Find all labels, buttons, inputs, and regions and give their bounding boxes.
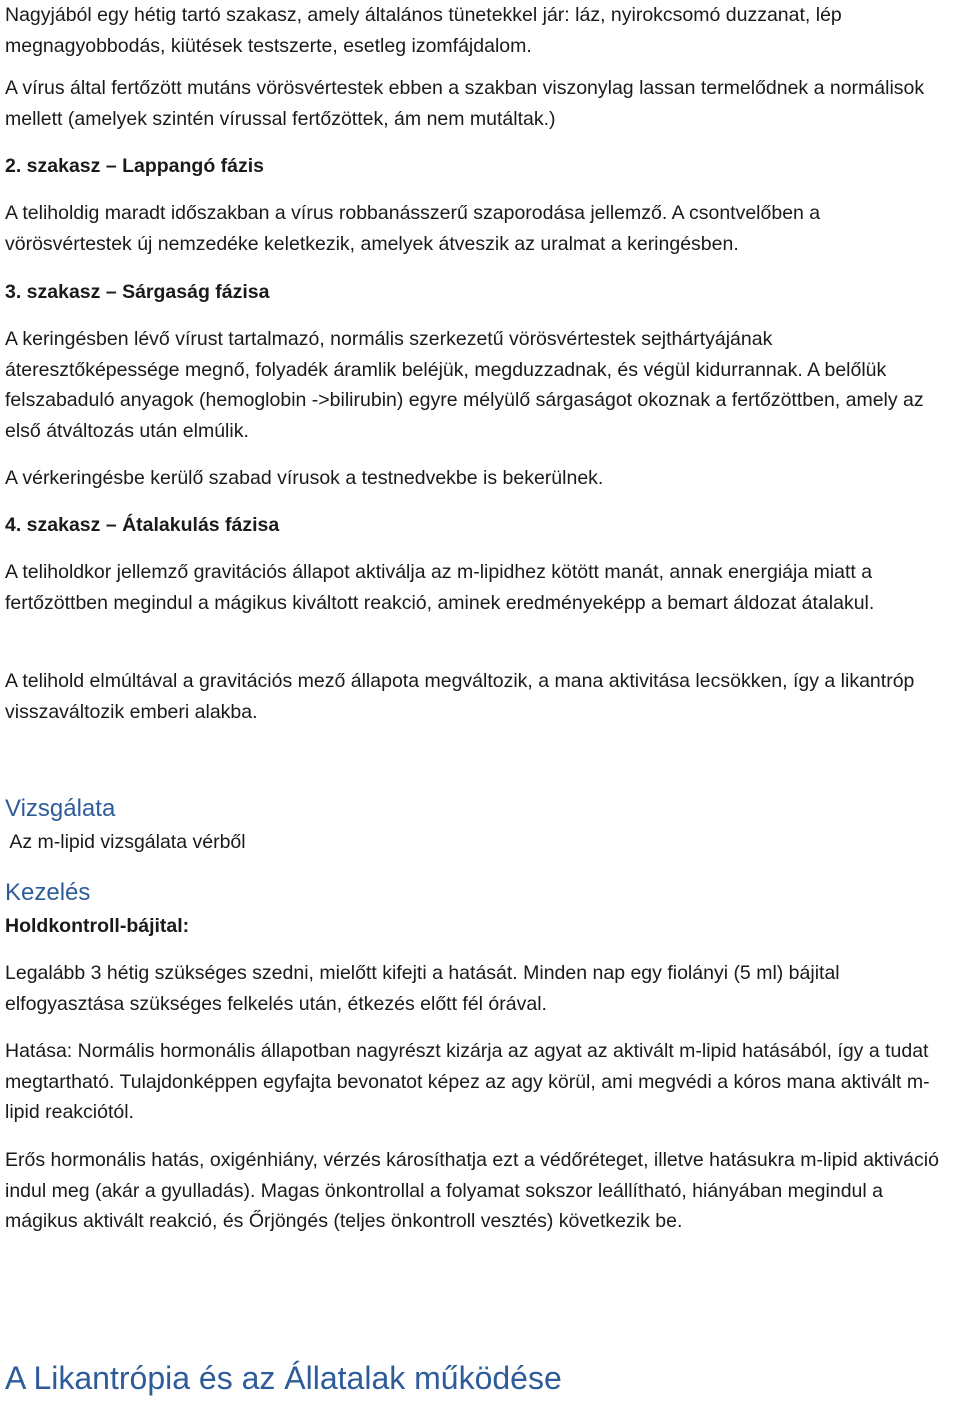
phase2-paragraph: A teliholdig maradt időszakban a vírus robbanásszerű szaporodása jellemző. A csontvelőben a vörösvértestek új nemzedéke keletkezik, amelyek átveszik az uralmat a keringésben. — [5, 202, 821, 255]
phase3-paragraph-2: A vérkeringésbe kerülő szabad vírusok a testnedvekbe is bekerülnek. — [5, 467, 604, 489]
phase4-heading: 4. szakasz – Átalakulás fázisa — [5, 514, 280, 536]
phase2-heading: 2. szakasz – Lappangó fázis — [5, 155, 265, 177]
treatment-heading: Kezelés — [5, 879, 91, 906]
chapter-heading: A Likantrópia és az Állatalak működése — [5, 1360, 562, 1396]
treatment-paragraph-2: Hatása: Normális hormonális állapotban nagyrészt kizárja az agyat az aktivált m-lipid hatásából, így a tudat megtartható. Tulajdonképpen egyfajta bevonatot képez az agy körül, ami megvédi a kóros mana aktivált m-lipid reakciótól. — [5, 1040, 930, 1123]
treatment-paragraph-3: Erős hormonális hatás, oxigénhiány, vérzés károsíthatja ezt a védőréteget, illetve hatásukra m-lipid aktiváció indul meg (akár a gyulladás). Magas önkontrollal a folyamat sokszor leállítható, hiányában megindul a mágikus aktivált reakció, és Őrjöngés (teljes önkontroll vesztés) következik be. — [5, 1149, 939, 1232]
treatment-paragraph-1: Legalább 3 hétig szükséges szedni, mielőtt kifejti a hatását. Minden nap egy fiolányi (5 ml) bájital elfogyasztása szükséges felkelés után, étkezés előtt fél órával. — [5, 962, 840, 1015]
intro-paragraph-2: A vírus által fertőzött mutáns vörösvértestek ebben a szakban viszonylag lassan termelődnek a normálisok mellett (amelyek szintén vírussal fertőzöttek, ám nem mutáltak.) — [5, 77, 925, 130]
potion-subheading: Holdkontroll-bájital: — [5, 915, 190, 937]
intro-paragraph-1: Nagyjából egy hétig tartó szakasz, amely általános tünetekkel jár: láz, nyirokcsomó duzzanat, lép megnagyobbodás, kiütések testszerte, esetleg izomfájdalom. — [5, 4, 842, 57]
diagnosis-text: Az m-lipid vizsgálata vérből — [5, 831, 246, 853]
phase3-heading: 3. szakasz – Sárgaság fázisa — [5, 281, 270, 303]
diagnosis-heading: Vizsgálata — [5, 795, 116, 822]
phase3-paragraph-1: A keringésben lévő vírust tartalmazó, normális szerkezetű vörösvértestek sejthártyájának áteresztőképessége megnő, folyadék áramlik beléjük, megduzzadnak, és végül kidurrannak. A belőlük felszabaduló anyagok (hemoglobin ->bilirubin) egyre mélyülő sárgaságot okoznak a fertőzöttben, amely az első átváltozás után elmúlik. — [5, 328, 924, 442]
phase4-paragraph-1: A teliholdkor jellemző gravitációs állapot aktiválja az m-lipidhez kötött manát, annak energiája miatt a fertőzöttben megindul a mágikus kiváltott reakció, aminek eredményeképp a bemart áldozat átalakul. — [5, 561, 875, 614]
phase4-paragraph-2: A telihold elmúltával a gravitációs mező állapota megváltozik, a mana aktivitása lecsökken, így a likantróp visszaváltozik emberi alakba. — [5, 670, 915, 723]
